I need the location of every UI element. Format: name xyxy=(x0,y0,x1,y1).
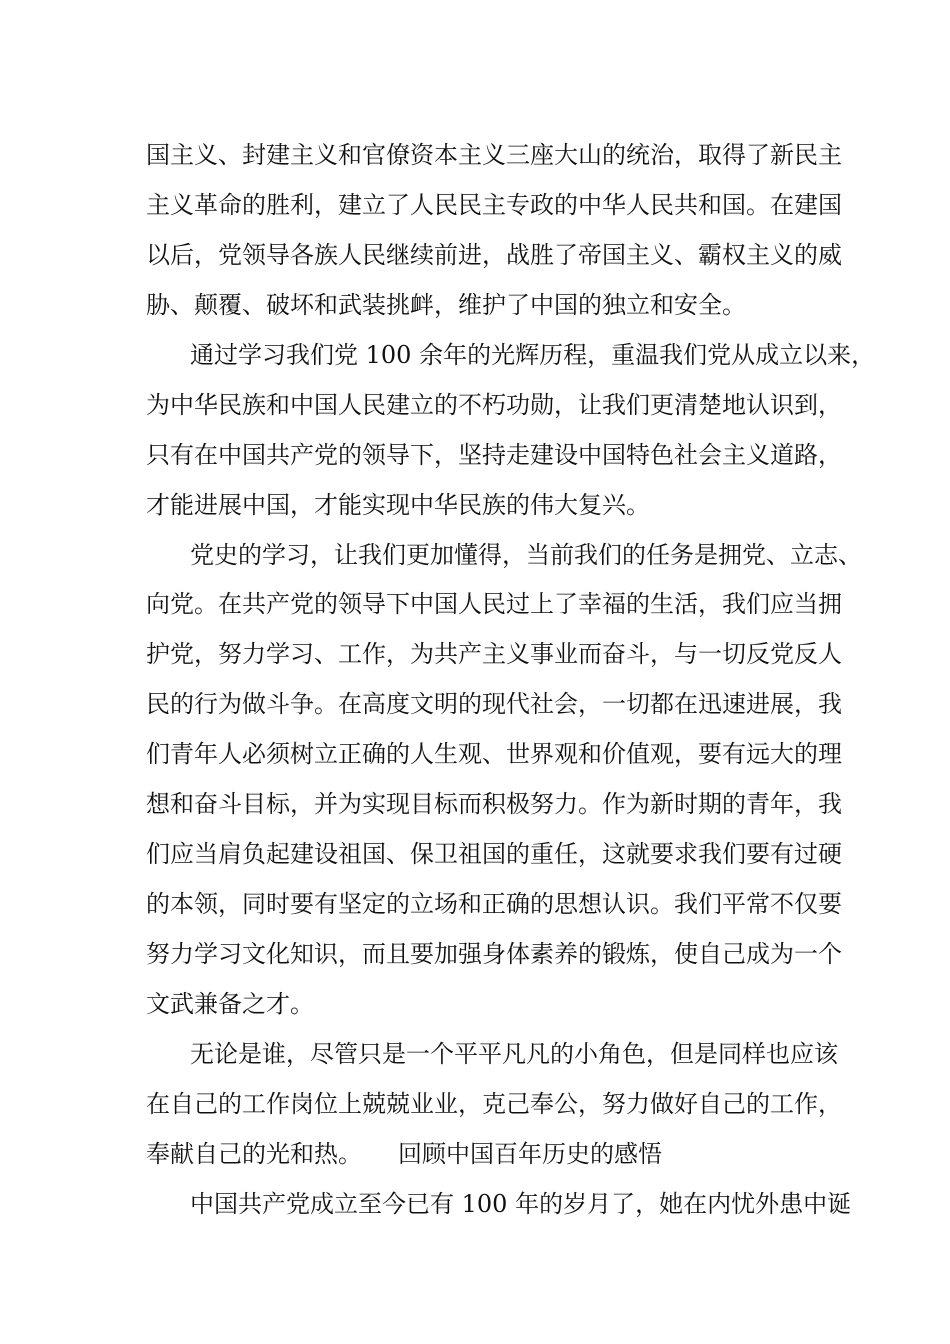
text-line: 向党。在共产党的领导下中国人民过上了幸福的生活，我们应当拥 xyxy=(146,590,842,618)
text-line: 民的行为做斗争。在高度文明的现代社会，一切都在迅速进展，我 xyxy=(146,690,842,718)
text-line: 在自己的工作岗位上兢兢业业，克己奉公，努力做好自己的工作， xyxy=(146,1090,842,1118)
text-line: 努力学习文化知识，而且要加强身体素养的锻炼，使自己成为一个 xyxy=(146,940,842,968)
paragraph-start-line: 通过学习我们党 100 余年的光辉历程，重温我们党从成立以来， xyxy=(190,341,876,369)
text-line: 们青年人必须树立正确的人生观、世界观和价值观，要有远大的理 xyxy=(146,740,842,768)
text-line: 国主义、封建主义和官僚资本主义三座大山的统治，取得了新民主 xyxy=(146,141,842,169)
paragraph-start-line: 中国共产党成立至今已有 100 年的岁月了，她在内忧外患中诞 xyxy=(190,1190,852,1218)
text-line: 以后，党领导各族人民继续前进，战胜了帝国主义、霸权主义的威 xyxy=(146,241,842,269)
text-line: 文武兼备之才。 xyxy=(146,990,314,1018)
text-line: 们应当肩负起建设祖国、保卫祖国的重任，这就要求我们要有过硬 xyxy=(146,840,842,868)
text-line: 护党，努力学习、工作，为共产主义事业而奋斗，与一切反党反人 xyxy=(146,640,842,668)
paragraph-start-line: 党史的学习，让我们更加懂得，当前我们的任务是拥党、立志、 xyxy=(190,541,862,569)
text-line: 想和奋斗目标，并为实现目标而积极努力。作为新时期的青年，我 xyxy=(146,790,842,818)
text-line: 胁、颠覆、破坏和武装挑衅，维护了中国的独立和安全。 xyxy=(146,291,746,319)
text-line: 主义革命的胜利，建立了人民民主专政的中华人民共和国。在建国 xyxy=(146,191,842,219)
text-line: 奉献自己的光和热。 回顾中国百年历史的感悟 xyxy=(146,1140,662,1168)
text-line: 的本领，同时要有坚定的立场和正确的思想认识。我们平常不仅要 xyxy=(146,890,842,918)
text-line: 只有在中国共产党的领导下，坚持走建设中国特色社会主义道路， xyxy=(146,441,842,469)
text-line: 为中华民族和中国人民建立的不朽功勋，让我们更清楚地认识到， xyxy=(146,391,842,419)
text-line: 才能进展中国，才能实现中华民族的伟大复兴。 xyxy=(146,491,650,519)
paragraph-start-line: 无论是谁，尽管只是一个平平凡凡的小角色，但是同样也应该 xyxy=(190,1040,838,1068)
